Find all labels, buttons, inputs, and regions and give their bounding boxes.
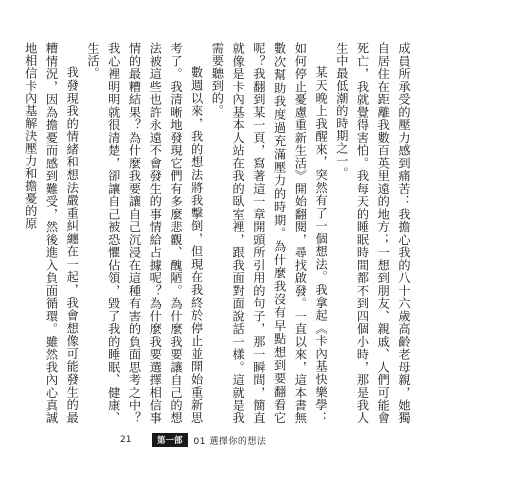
page-number: 21 (120, 435, 132, 445)
chapter-title: 01 選擇你的想法 (193, 436, 267, 447)
paragraph: 某天晚上我醒來，突然有了一個想法。我拿起《卡內基快樂學：如何停止憂慮重新生活》開始翻閱，尋找啟發。一直以來，這本書無數次幫助我度過充滿壓力的時期。為什麼我沒有早點想到要翻看它呢？我翻到某一頁，寫著這一章開頭所引用的句子，那一瞬間，簡直就像是卡內基本人站在我的臥室裡，跟我面對面說話一樣。這就是我需要聽到的。 (210, 42, 329, 424)
paragraph: 數週以來，我的想法將我擊倒，但現在我終於停止並開始重新思考了。我清晰地發現它們有多麼悲觀、醜陋。為什麼我要讓自己的想法被這些也許永遠不會發生的事情給占據呢？為什麼我要選擇相信事情的最糟結果？為什麼我要讓自己沉浸在這種有害的負面思考之中？我心裡明明就很清楚，卻讓自己被恐懼佔領，毀了我的睡眠、健康、生活。 (85, 42, 204, 424)
paragraph: 我發現我的情緒和想法嚴重糾纏在一起，我會想像可能發生的最糟情況，因為擔憂而感到難受，然後進入負面循環。雖然我內心真誠地相信卡內基解決壓力和擔憂的原 (23, 42, 80, 424)
paragraph: 成員所承受的壓力感到痛苦：我擔心我的八十六歲高齡老母親，她獨自居住在距離我數百英里遠的地方；一想到朋友、親戚、人們可能會死亡，我就覺得害怕。我每天的睡眠時間都不到四個小時，那是我人生中最低潮的時期之一。 (334, 42, 411, 424)
chapter-badge: 第一部 (152, 433, 188, 447)
page-footer (120, 432, 266, 448)
body-text (23, 42, 414, 424)
